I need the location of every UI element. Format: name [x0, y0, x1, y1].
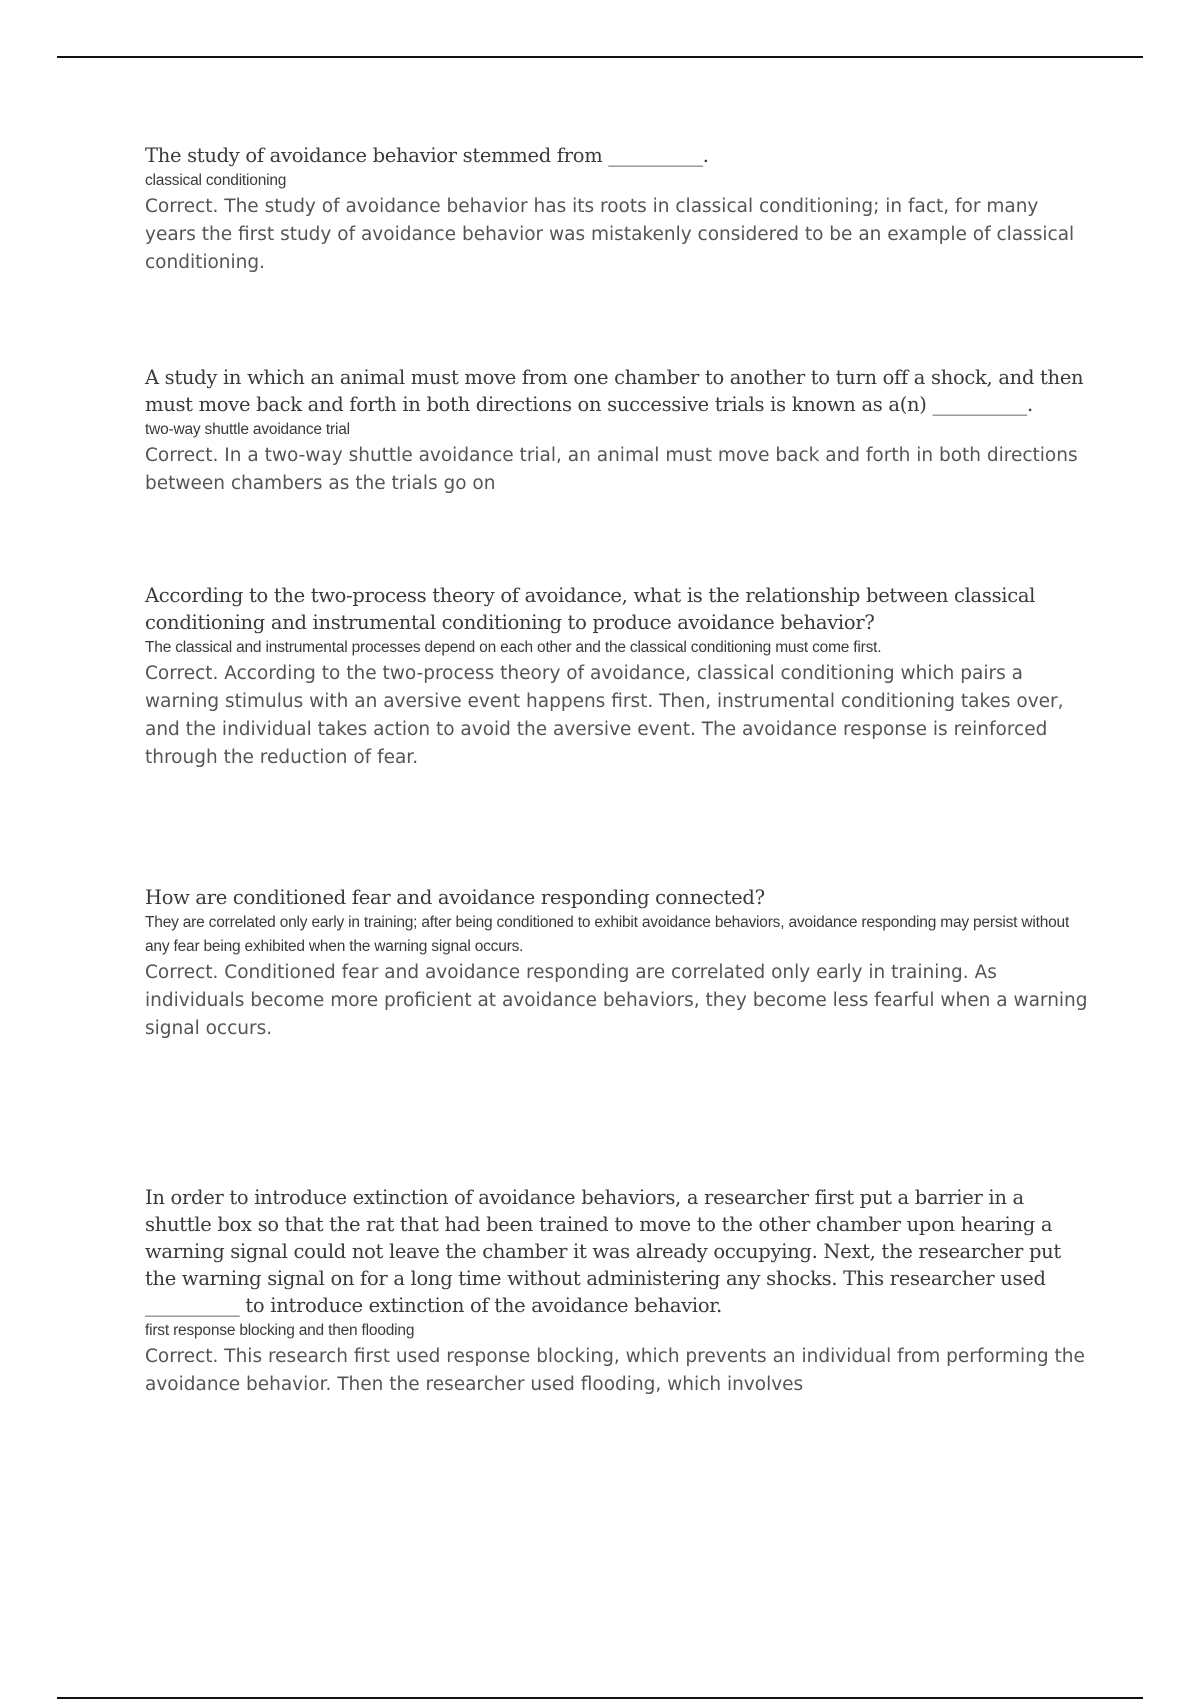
- quiz-content: [145, 142, 1095, 1399]
- feedback-text: Correct. Conditioned fear and avoidance responding are correlated only early in training. As individuals become more proficient at avoidance behaviors, they become less fearful when a warning signal occurs.: [145, 962, 1088, 1039]
- feedback-text: Correct. According to the two-process theory of avoidance, classical conditioning which pairs a warning stimulus with an aversive event happens first. Then, instrumental conditioning takes over, and the individual takes action to avoid the aversive event. The avoidance response is reinforced through the reduction of fear.: [145, 663, 1064, 768]
- question-text: According to the two-process theory of avoidance, what is the relationship between classical conditioning and instrumental conditioning to produce avoidance behavior?: [145, 584, 1036, 634]
- answer-text: The classical and instrumental processes depend on each other and the classical conditioning must come first.: [145, 639, 882, 656]
- question-block: [145, 1184, 1095, 1399]
- question-text: A study in which an animal must move from one chamber to another to turn off a shock, and then must move back and forth in both directions on successive trials is known as a(n) __________.: [145, 366, 1084, 416]
- question-text: How are conditioned fear and avoidance responding connected?: [145, 886, 765, 909]
- answer-text: first response blocking and then flooding: [145, 1322, 415, 1339]
- question-block: [145, 884, 1095, 1184]
- header-rule: [57, 56, 1143, 58]
- footer-rule: [57, 1697, 1143, 1699]
- question-block: [145, 364, 1095, 582]
- question-block: [145, 582, 1095, 884]
- answer-text: two-way shuttle avoidance trial: [145, 421, 350, 438]
- answer-text: They are correlated only early in training; after being conditioned to exhibit avoidance behaviors, avoidance responding may persist without any fear being exhibited when the warning signal occurs.: [145, 914, 1070, 955]
- question-text: The study of avoidance behavior stemmed from __________.: [145, 144, 709, 167]
- feedback-text: Correct. The study of avoidance behavior has its roots in classical conditioning; in fact, for many years the first study of avoidance behavior was mistakenly considered to be an example of classical conditioning.: [145, 196, 1075, 273]
- feedback-text: Correct. In a two-way shuttle avoidance trial, an animal must move back and forth in both directions between chambers as the trials go on: [145, 445, 1078, 494]
- question-text: In order to introduce extinction of avoidance behaviors, a researcher first put a barrier in a shuttle box so that the rat that had been trained to move to the other chamber upon hearing a warning signal could not leave the chamber it was already occupying. Next, the researcher put the warning signal on for a long time without administering any shocks. This researcher used __________ to introduce extinction of the avoidance behavior.: [145, 1186, 1061, 1317]
- question-block: [145, 142, 1095, 364]
- answer-text: classical conditioning: [145, 172, 287, 189]
- feedback-text: Correct. This research first used response blocking, which prevents an individual from performing the avoidance behavior. Then the researcher used flooding, which involves: [145, 1346, 1085, 1395]
